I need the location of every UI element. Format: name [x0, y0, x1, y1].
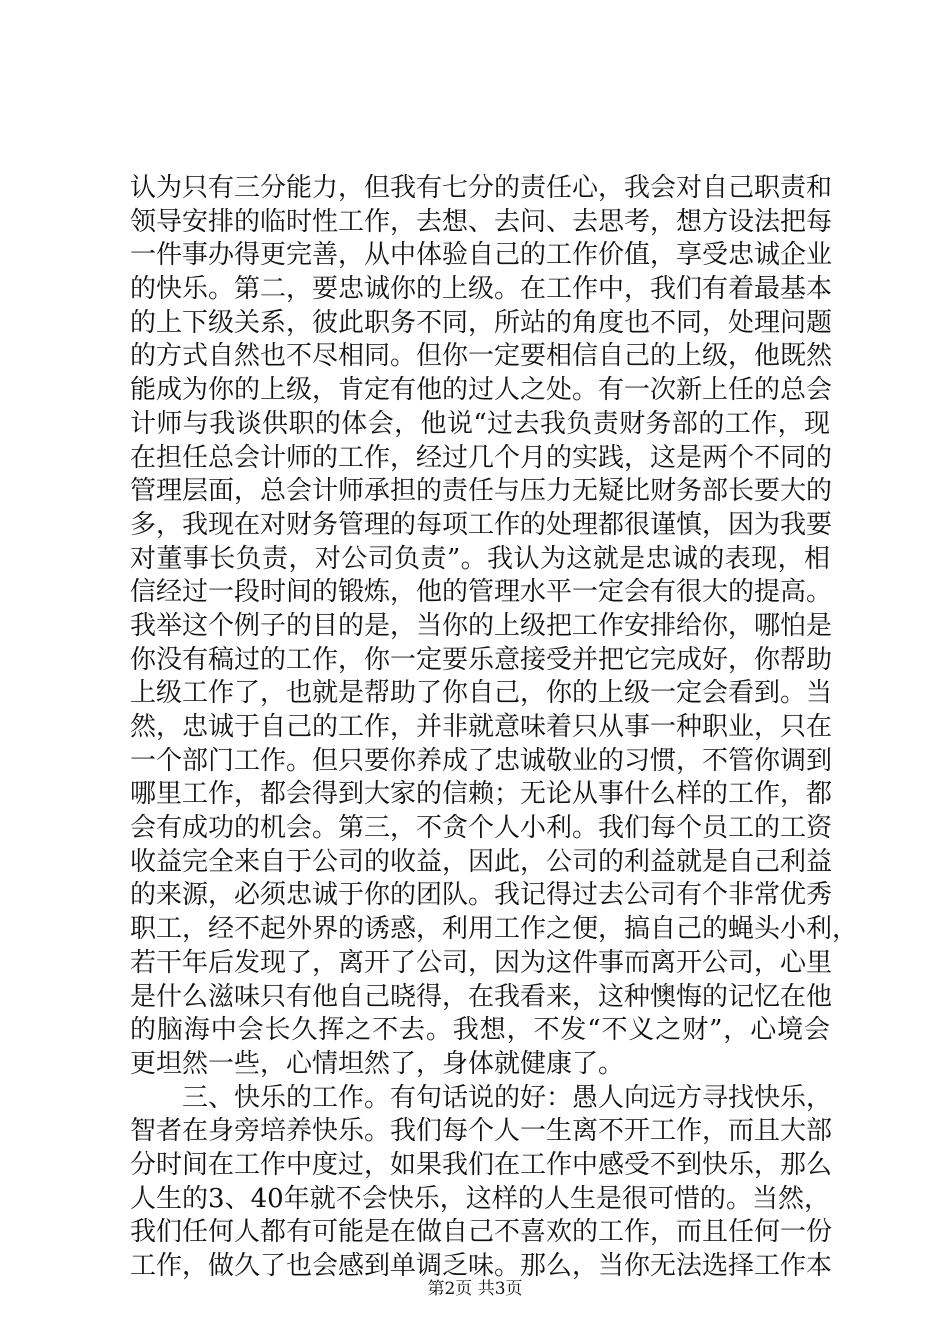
- paragraph-end-line: 更坦然一些，心情坦然了，身体就健康了。: [130, 1048, 625, 1079]
- body-text: [130, 172, 859, 1284]
- text-line: 能成为你的上级，肯定有他的过人之处。有一次新上任的总会: [130, 375, 833, 406]
- text-line: 人生的3、40年就不会快乐，这样的人生是很可惜的。当然，: [130, 1183, 830, 1214]
- text-line: 收益完全来自于公司的收益，因此，公司的利益就是自己利益: [130, 846, 833, 877]
- text-line: 领导安排的临时性工作，去想、去问、去思考，想方设法把每: [130, 206, 833, 237]
- text-line: 然，忠诚于自己的工作，并非就意味着只从事一种职业，只在: [130, 712, 833, 742]
- text-line: 哪里工作，都会得到大家的信赖；无论从事什么样的工作，都: [130, 779, 833, 810]
- text-line: 智者在身旁培养快乐。我们每个人一生离不开工作，而且大部: [130, 1116, 833, 1147]
- text-line: 的上下级关系，彼此职务不同，所站的角度也不同，处理问题: [130, 307, 833, 338]
- text-line: 的方式自然也不尽相同。但你一定要相信自己的上级，他既然: [130, 341, 833, 372]
- text-line: 的来源，必须忠诚于你的团队。我记得过去公司有个非常优秀: [130, 880, 833, 911]
- text-line: 分时间在工作中度过，如果我们在工作中感受不到快乐，那么: [130, 1149, 833, 1180]
- text-line: 上级工作了，也就是帮助了你自己，你的上级一定会看到。当: [130, 678, 833, 709]
- text-line: 会有成功的机会。第三，不贪个人小利。我们每个员工的工资: [130, 813, 833, 844]
- text-line: 多，我现在对财务管理的每项工作的处理都很谨慎，因为我要: [130, 509, 833, 540]
- text-line: 认为只有三分能力，但我有七分的责任心，我会对自己职责和: [130, 173, 833, 203]
- text-line: 你没有稿过的工作，你一定要乐意接受并把它完成好，你帮助: [130, 644, 833, 675]
- text-line: 信经过一段时间的锻炼，他的管理水平一定会有很大的提高。: [130, 577, 833, 608]
- text-line: 是什么滋味只有他自己晓得，在我看来，这种懊悔的记忆在他: [130, 981, 833, 1012]
- text-line: 我举这个例子的目的是，当你的上级把工作安排给你，哪怕是: [130, 610, 833, 641]
- text-line: 对董事长负责，对公司负责”。我认为这就是忠诚的表现，相: [130, 543, 830, 574]
- paragraph-first-line: 三、快乐的工作。有句话说的好：愚人向远方寻找快乐，: [182, 1082, 833, 1113]
- text-line: 在担任总会计师的工作，经过几个月的实践，这是两个不同的: [130, 442, 833, 473]
- text-line: 管理层面，总会计师承担的责任与压力无疑比财务部长要大的: [130, 476, 833, 507]
- text-line: 一个部门工作。但只要你养成了忠诚敬业的习惯，不管你调到: [130, 745, 833, 776]
- text-line: 我们任何人都有可能是在做自己不喜欢的工作，而且任何一份: [130, 1217, 833, 1248]
- page-footer: 第2页 共3页: [427, 1279, 523, 1299]
- text-line: 工作，做久了也会感到单调乏味。那么，当你无法选择工作本: [130, 1251, 833, 1281]
- text-line: 的快乐。第二，要忠诚你的上级。在工作中，我们有着最基本: [130, 274, 833, 305]
- text-line: 一件事办得更完善，从中体验自己的工作价值，享受忠诚企业: [130, 240, 833, 271]
- text-line: 的脑海中会长久挥之不去。我想，不发“不义之财”，心境会: [130, 1015, 830, 1046]
- text-line: 职工，经不起外界的诱惑，利用工作之便，搞自己的蝇头小利，: [130, 914, 859, 945]
- text-line: 计师与我谈供职的体会，他说“过去我负责财务部的工作，现: [130, 408, 830, 439]
- text-line: 若干年后发现了，离开了公司，因为这件事而离开公司，心里: [130, 947, 833, 978]
